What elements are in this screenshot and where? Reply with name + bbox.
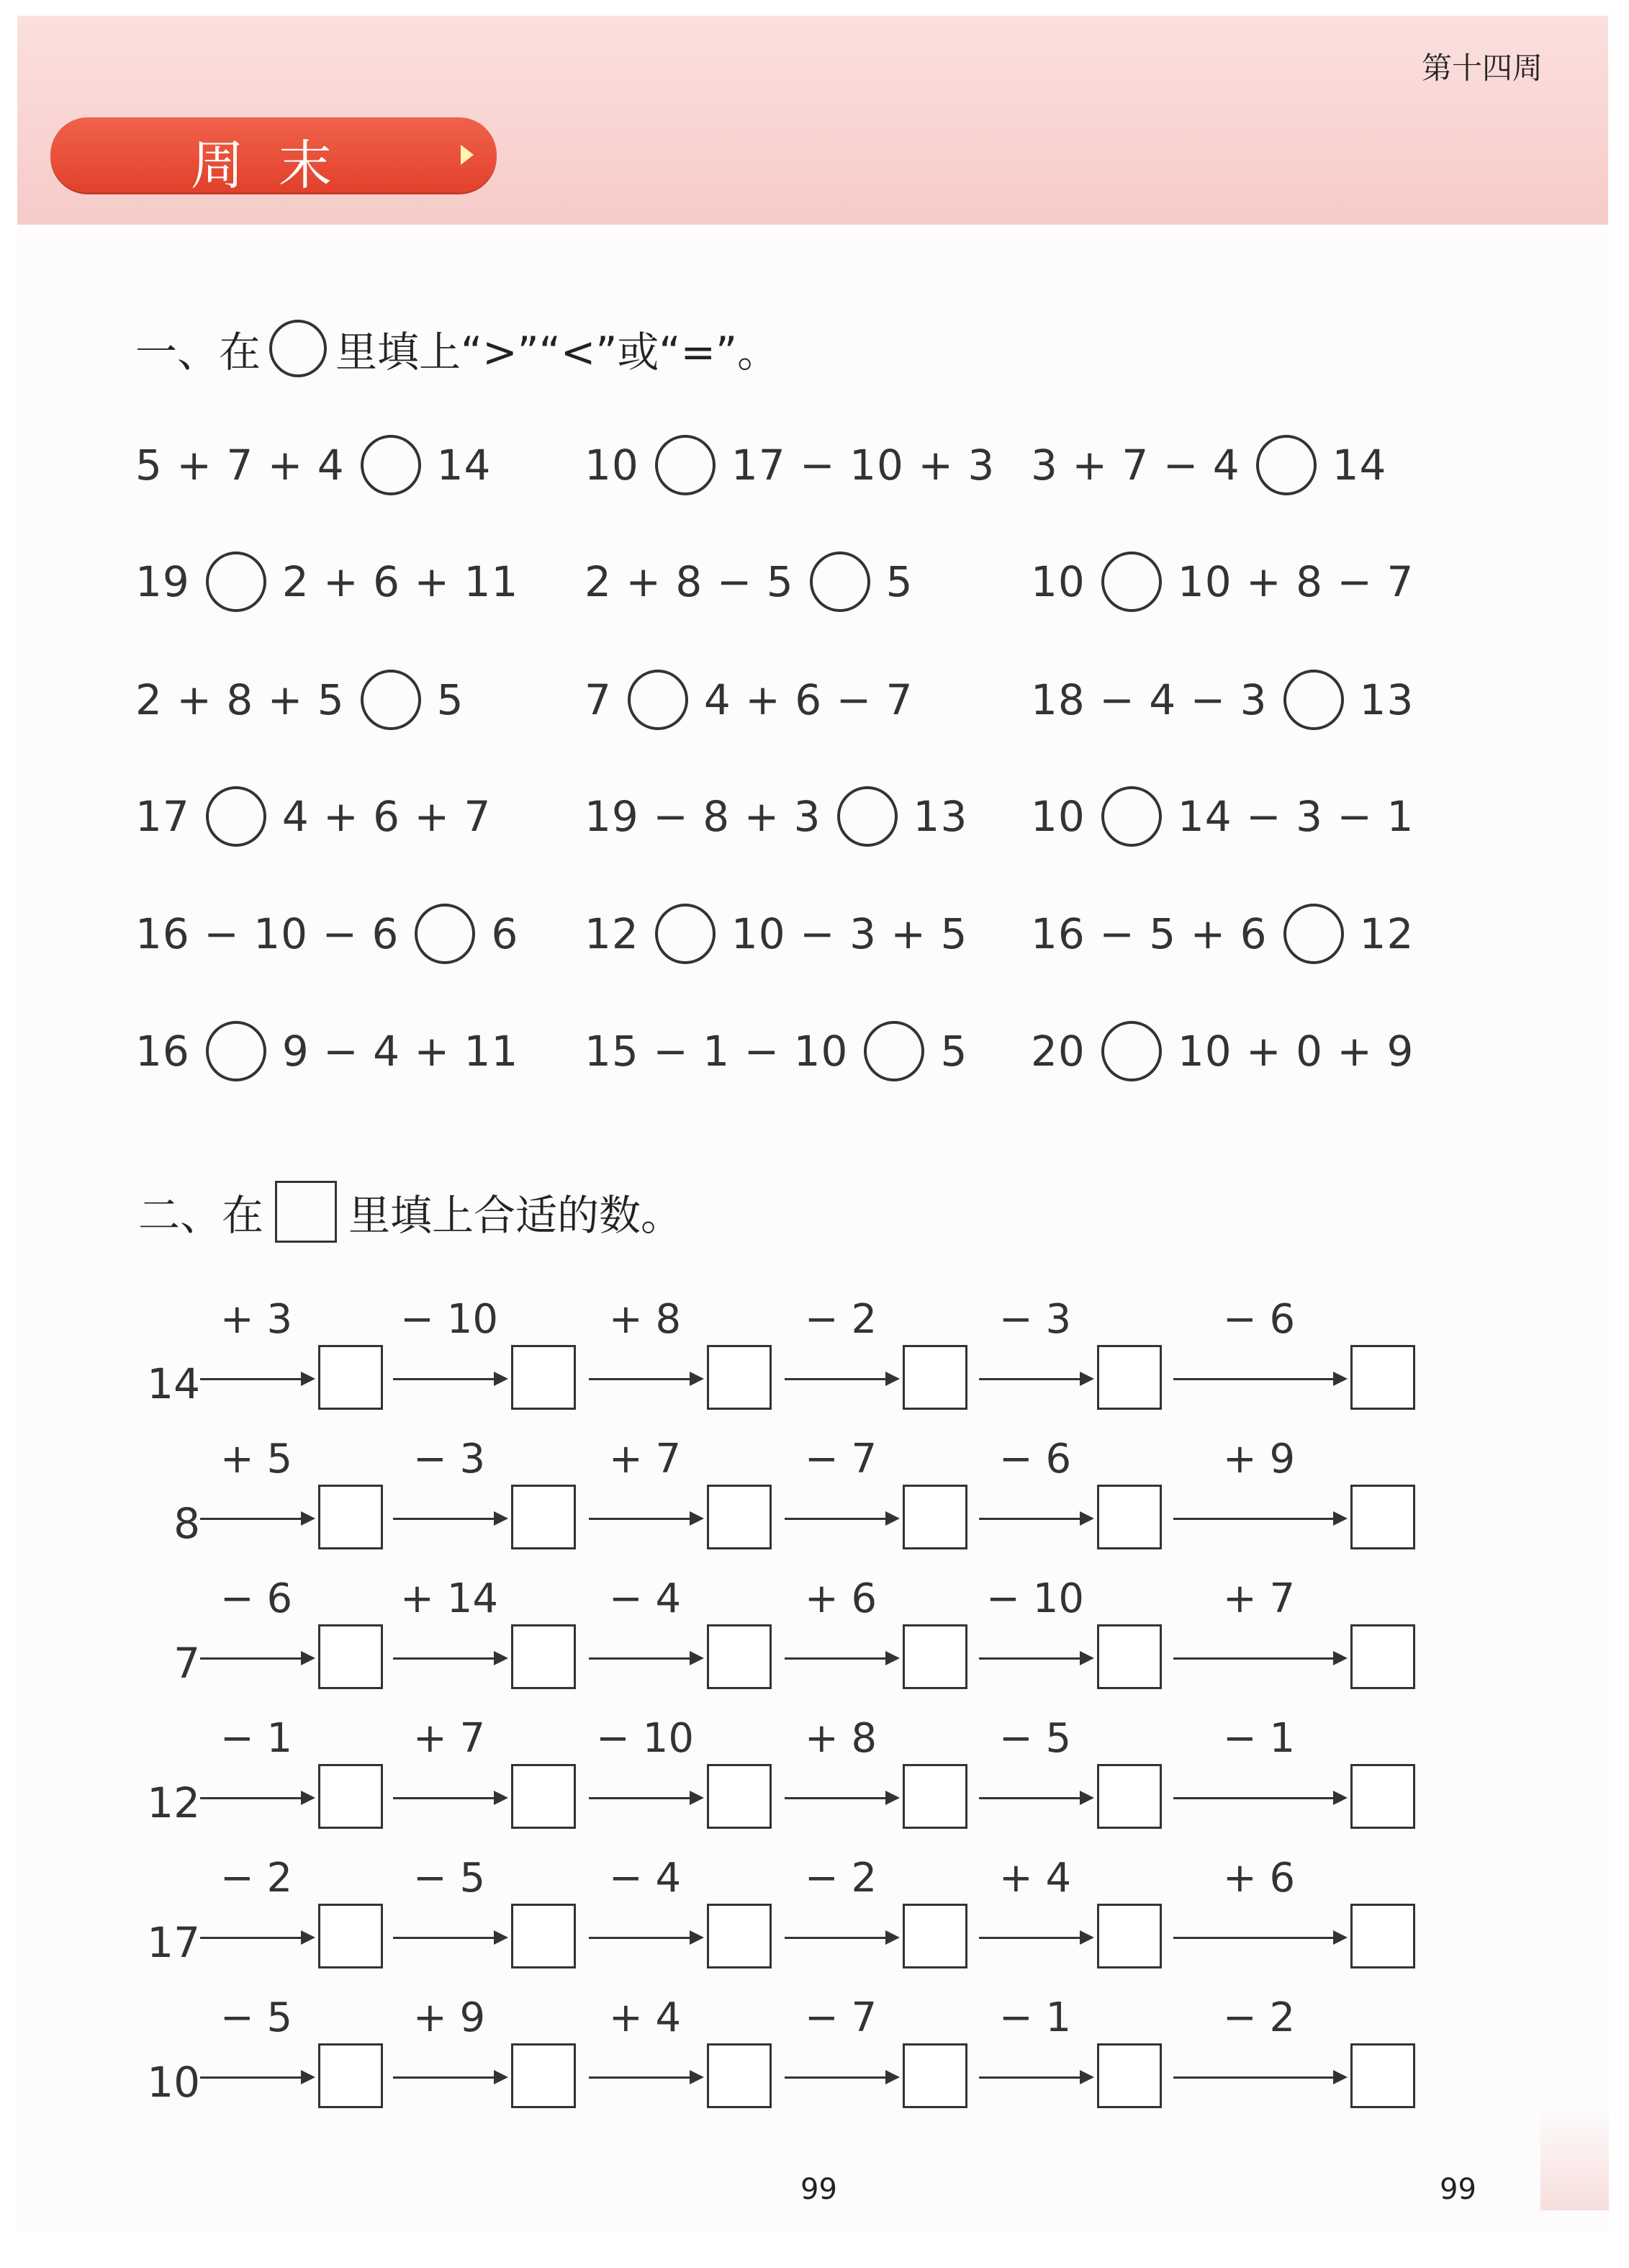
answer-box[interactable] xyxy=(511,1624,576,1689)
week-label: 第十四周 xyxy=(1422,50,1543,86)
chain-step xyxy=(1173,1436,1345,1551)
left-expression: 5 + 7 + 4 xyxy=(135,441,345,490)
answer-box[interactable] xyxy=(1350,1345,1415,1410)
chain-step xyxy=(1173,1994,1345,2110)
right-expression: 12 xyxy=(1359,909,1414,958)
answer-circle[interactable] xyxy=(1256,435,1317,495)
right-expression: 10 + 0 + 9 xyxy=(1177,1027,1414,1076)
chain-step xyxy=(393,1575,505,1691)
answer-circle[interactable] xyxy=(361,435,421,495)
chain-step xyxy=(979,1994,1091,2110)
answer-circle[interactable] xyxy=(628,670,688,730)
operation-label: + 5 xyxy=(220,1436,293,1482)
operation-label: − 3 xyxy=(412,1436,486,1482)
answer-box[interactable] xyxy=(318,1624,383,1689)
right-expression: 17 − 10 + 3 xyxy=(731,441,996,490)
chain-step xyxy=(589,1436,701,1551)
answer-box[interactable] xyxy=(707,2043,772,2108)
answer-circle[interactable] xyxy=(1283,670,1344,730)
chain-row xyxy=(144,1436,1425,1558)
answer-box[interactable] xyxy=(1350,1764,1415,1829)
answer-circle[interactable] xyxy=(837,786,898,847)
answer-box[interactable] xyxy=(903,2043,967,2108)
answer-box[interactable] xyxy=(1097,1345,1162,1410)
answer-circle[interactable] xyxy=(206,786,266,847)
arrow-icon xyxy=(393,1657,505,1660)
comparison-item xyxy=(585,435,995,495)
chain-step xyxy=(1173,1715,1345,1830)
comparison-item xyxy=(585,1021,967,1081)
answer-box[interactable] xyxy=(1097,1904,1162,1968)
chain-step xyxy=(393,1296,505,1411)
answer-circle[interactable] xyxy=(361,670,421,730)
left-expression: 17 xyxy=(135,792,190,841)
operation-label: + 7 xyxy=(1222,1575,1296,1622)
operation-label: − 4 xyxy=(608,1855,682,1902)
operation-label: + 8 xyxy=(804,1715,877,1762)
left-expression: 10 xyxy=(585,441,639,490)
comparison-item xyxy=(1031,670,1414,730)
answer-circle[interactable] xyxy=(1101,786,1162,847)
arrow-icon xyxy=(1173,1378,1345,1380)
left-expression: 16 xyxy=(135,1027,190,1076)
chain-step xyxy=(393,1855,505,1970)
comparison-item xyxy=(1031,552,1414,612)
chain-step xyxy=(1173,1575,1345,1691)
right-expression: 10 − 3 + 5 xyxy=(731,909,968,958)
comparison-item xyxy=(585,786,967,847)
answer-box[interactable] xyxy=(1350,1904,1415,1968)
chain-step xyxy=(200,1994,312,2110)
operation-label: − 6 xyxy=(998,1436,1072,1482)
comparison-item xyxy=(135,552,518,612)
operation-label: − 5 xyxy=(220,1994,293,2041)
operation-label: + 7 xyxy=(412,1715,486,1762)
chain-step xyxy=(785,1994,897,2110)
section1-suffix: 里填上“>”“<”或“=”。 xyxy=(335,328,780,377)
arrow-icon xyxy=(979,2076,1091,2079)
operation-label: − 1 xyxy=(220,1715,293,1762)
corner-decoration xyxy=(1540,2110,1609,2210)
operation-label: − 1 xyxy=(998,1994,1072,2041)
start-number: 8 xyxy=(173,1499,200,1548)
operation-label: − 4 xyxy=(608,1575,682,1622)
comparison-item xyxy=(135,435,491,495)
answer-circle[interactable] xyxy=(1101,552,1162,612)
arrow-icon xyxy=(589,2076,701,2079)
chain-step xyxy=(200,1855,312,1970)
arrow-icon xyxy=(393,1937,505,1939)
answer-box[interactable] xyxy=(511,2043,576,2108)
answer-box[interactable] xyxy=(1097,1485,1162,1549)
arrow-icon xyxy=(785,2076,897,2079)
arrow-icon xyxy=(393,1797,505,1799)
chain-step xyxy=(589,1855,701,1970)
comparison-item xyxy=(135,904,518,964)
arrow-icon xyxy=(589,1797,701,1799)
comparison-item xyxy=(1031,1021,1414,1081)
arrow-icon xyxy=(393,1518,505,1520)
comparison-item xyxy=(1031,786,1414,847)
chain-step xyxy=(1173,1855,1345,1970)
operation-label: + 9 xyxy=(412,1994,486,2041)
answer-box[interactable] xyxy=(511,1345,576,1410)
chain-step xyxy=(200,1296,312,1411)
right-expression: 6 xyxy=(491,909,519,958)
answer-box[interactable] xyxy=(903,1345,967,1410)
operation-label: − 5 xyxy=(998,1715,1072,1762)
operation-label: − 6 xyxy=(1222,1296,1296,1343)
chain-step xyxy=(393,1436,505,1551)
page-number-right: 99 xyxy=(1440,2173,1476,2206)
arrow-icon xyxy=(979,1937,1091,1939)
operation-label: − 10 xyxy=(596,1715,694,1762)
operation-label: − 5 xyxy=(412,1855,486,1902)
chain-step xyxy=(785,1715,897,1830)
arrow-icon xyxy=(979,1657,1091,1660)
left-expression: 19 − 8 + 3 xyxy=(585,792,821,841)
left-expression: 2 + 8 + 5 xyxy=(135,675,345,724)
chain-step xyxy=(393,1994,505,2110)
right-expression: 14 − 3 − 1 xyxy=(1177,792,1414,841)
operation-label: − 2 xyxy=(220,1855,293,1902)
right-expression: 4 + 6 − 7 xyxy=(703,675,913,724)
left-expression: 2 + 8 − 5 xyxy=(585,557,794,606)
right-expression: 9 − 4 + 11 xyxy=(281,1027,519,1076)
answer-box[interactable] xyxy=(318,1485,383,1549)
arrow-icon xyxy=(1173,1518,1345,1520)
operation-label: − 10 xyxy=(400,1296,498,1343)
left-expression: 12 xyxy=(585,909,639,958)
chain-step xyxy=(589,1994,701,2110)
operation-label: − 3 xyxy=(998,1296,1072,1343)
arrow-icon xyxy=(979,1797,1091,1799)
start-number: 7 xyxy=(173,1639,200,1688)
start-number: 10 xyxy=(147,2058,200,2107)
left-expression: 19 xyxy=(135,557,190,606)
comparison-item xyxy=(585,552,913,612)
answer-box[interactable] xyxy=(511,1485,576,1549)
answer-circle[interactable] xyxy=(1283,904,1344,964)
answer-box[interactable] xyxy=(707,1624,772,1689)
answer-box[interactable] xyxy=(1350,1624,1415,1689)
operation-label: + 8 xyxy=(608,1296,682,1343)
operation-label: + 3 xyxy=(220,1296,293,1343)
arrow-icon xyxy=(589,1518,701,1520)
chain-step xyxy=(785,1575,897,1691)
answer-box[interactable] xyxy=(903,1485,967,1549)
comparison-item xyxy=(1031,435,1386,495)
arrow-icon xyxy=(200,1657,312,1660)
operation-label: − 7 xyxy=(804,1436,877,1482)
section2-title xyxy=(138,1181,682,1243)
arrow-icon xyxy=(1173,1937,1345,1939)
right-expression: 4 + 6 + 7 xyxy=(281,792,492,841)
chain-row xyxy=(144,1715,1425,1837)
answer-circle[interactable] xyxy=(655,435,716,495)
left-expression: 15 − 1 − 10 xyxy=(585,1027,849,1076)
weekend-tab xyxy=(50,117,497,197)
start-number: 17 xyxy=(147,1918,200,1967)
arrow-icon xyxy=(979,1378,1091,1380)
answer-box[interactable] xyxy=(318,1345,383,1410)
section1-title xyxy=(135,318,779,379)
right-expression: 2 + 6 + 11 xyxy=(281,557,519,606)
left-expression: 10 xyxy=(1031,792,1086,841)
arrow-icon xyxy=(785,1797,897,1799)
operation-label: − 10 xyxy=(986,1575,1084,1622)
chain-step xyxy=(393,1715,505,1830)
arrow-icon xyxy=(200,1937,312,1939)
chain-step xyxy=(785,1296,897,1411)
comparison-item xyxy=(135,1021,518,1081)
arrow-icon xyxy=(1173,2076,1345,2079)
chain-step xyxy=(979,1436,1091,1551)
chain-row xyxy=(144,1575,1425,1698)
answer-box[interactable] xyxy=(1350,2043,1415,2108)
operation-label: − 2 xyxy=(804,1855,877,1902)
arrow-icon xyxy=(979,1518,1091,1520)
answer-circle[interactable] xyxy=(415,904,475,964)
arrow-icon xyxy=(589,1657,701,1660)
answer-box[interactable] xyxy=(903,1764,967,1829)
arrow-icon xyxy=(589,1378,701,1380)
chain-step xyxy=(589,1575,701,1691)
arrow-icon xyxy=(785,1378,897,1380)
answer-box[interactable] xyxy=(511,1764,576,1829)
chain-step xyxy=(979,1855,1091,1970)
arrow-icon xyxy=(200,1797,312,1799)
answer-box[interactable] xyxy=(707,1904,772,1968)
comparison-item xyxy=(585,904,967,964)
chain-step xyxy=(200,1436,312,1551)
section1-prefix: 一、在 xyxy=(135,328,261,377)
start-number: 12 xyxy=(147,1778,200,1827)
comparison-item xyxy=(135,786,491,847)
answer-box[interactable] xyxy=(707,1345,772,1410)
comparison-item xyxy=(135,670,464,730)
operation-label: − 1 xyxy=(1222,1715,1296,1762)
operation-label: + 4 xyxy=(998,1855,1072,1902)
operation-label: + 14 xyxy=(400,1575,498,1622)
comparison-item xyxy=(585,670,913,730)
chain-step xyxy=(979,1715,1091,1830)
chain-step xyxy=(200,1575,312,1691)
right-expression: 5 xyxy=(940,1027,968,1076)
left-expression: 18 − 4 − 3 xyxy=(1031,675,1268,724)
section2-prefix: 二、在 xyxy=(138,1191,264,1240)
operation-label: + 4 xyxy=(608,1994,682,2041)
operation-label: + 7 xyxy=(608,1436,682,1482)
section2-suffix: 里填上合适的数。 xyxy=(348,1191,683,1240)
answer-box[interactable] xyxy=(1350,1485,1415,1549)
right-expression: 14 xyxy=(436,441,492,490)
chain-step xyxy=(785,1436,897,1551)
operation-label: + 9 xyxy=(1222,1436,1296,1482)
arrow-icon xyxy=(1173,1657,1345,1660)
operation-label: − 6 xyxy=(220,1575,293,1622)
answer-box[interactable] xyxy=(1097,1764,1162,1829)
arrow-icon xyxy=(393,1378,505,1380)
chain-step xyxy=(589,1296,701,1411)
operation-label: + 6 xyxy=(1222,1855,1296,1902)
answer-circle[interactable] xyxy=(206,552,266,612)
answer-box[interactable] xyxy=(318,1764,383,1829)
right-expression: 5 xyxy=(436,675,464,724)
tab-title: 周末 xyxy=(191,135,366,197)
arrow-icon xyxy=(589,1937,701,1939)
answer-circle[interactable] xyxy=(655,904,716,964)
right-expression: 5 xyxy=(885,557,913,606)
answer-box[interactable] xyxy=(318,1904,383,1968)
operation-label: − 2 xyxy=(1222,1994,1296,2041)
answer-box[interactable] xyxy=(318,2043,383,2108)
chain-row xyxy=(144,1296,1425,1418)
operation-label: + 6 xyxy=(804,1575,877,1622)
left-expression: 20 xyxy=(1031,1027,1086,1076)
left-expression: 10 xyxy=(1031,557,1086,606)
right-expression: 13 xyxy=(913,792,968,841)
arrow-icon xyxy=(200,1518,312,1520)
chain-step xyxy=(785,1855,897,1970)
arrow-icon xyxy=(200,1378,312,1380)
tab-arrow-icon xyxy=(461,145,474,165)
square-box-icon xyxy=(275,1181,337,1243)
start-number: 14 xyxy=(147,1359,200,1408)
circle-icon xyxy=(269,320,327,377)
chain-step xyxy=(979,1575,1091,1691)
answer-box[interactable] xyxy=(511,1904,576,1968)
answer-box[interactable] xyxy=(707,1485,772,1549)
chain-step xyxy=(1173,1296,1345,1411)
answer-box[interactable] xyxy=(903,1624,967,1689)
chain-step xyxy=(589,1715,701,1830)
answer-box[interactable] xyxy=(1097,2043,1162,2108)
arrow-icon xyxy=(785,1518,897,1520)
answer-circle[interactable] xyxy=(864,1021,924,1081)
operation-label: − 7 xyxy=(804,1994,877,2041)
answer-box[interactable] xyxy=(707,1764,772,1829)
answer-box[interactable] xyxy=(903,1904,967,1968)
arrow-icon xyxy=(785,1937,897,1939)
answer-circle[interactable] xyxy=(1101,1021,1162,1081)
right-expression: 10 + 8 − 7 xyxy=(1177,557,1414,606)
page-number-center: 99 xyxy=(800,2173,837,2206)
left-expression: 16 − 5 + 6 xyxy=(1031,909,1268,958)
left-expression: 7 xyxy=(585,675,612,724)
left-expression: 16 − 10 − 6 xyxy=(135,909,400,958)
arrow-icon xyxy=(393,2076,505,2079)
chain-step xyxy=(979,1296,1091,1411)
chain-step xyxy=(200,1715,312,1830)
operation-label: − 2 xyxy=(804,1296,877,1343)
right-expression: 13 xyxy=(1359,675,1414,724)
answer-box[interactable] xyxy=(1097,1624,1162,1689)
arrow-icon xyxy=(1173,1797,1345,1799)
chain-row xyxy=(144,1994,1425,2117)
arrow-icon xyxy=(785,1657,897,1660)
answer-circle[interactable] xyxy=(206,1021,266,1081)
chain-row xyxy=(144,1855,1425,1977)
left-expression: 3 + 7 − 4 xyxy=(1031,441,1240,490)
comparison-item xyxy=(1031,904,1414,964)
right-expression: 14 xyxy=(1332,441,1387,490)
answer-circle[interactable] xyxy=(810,552,870,612)
arrow-icon xyxy=(200,2076,312,2079)
